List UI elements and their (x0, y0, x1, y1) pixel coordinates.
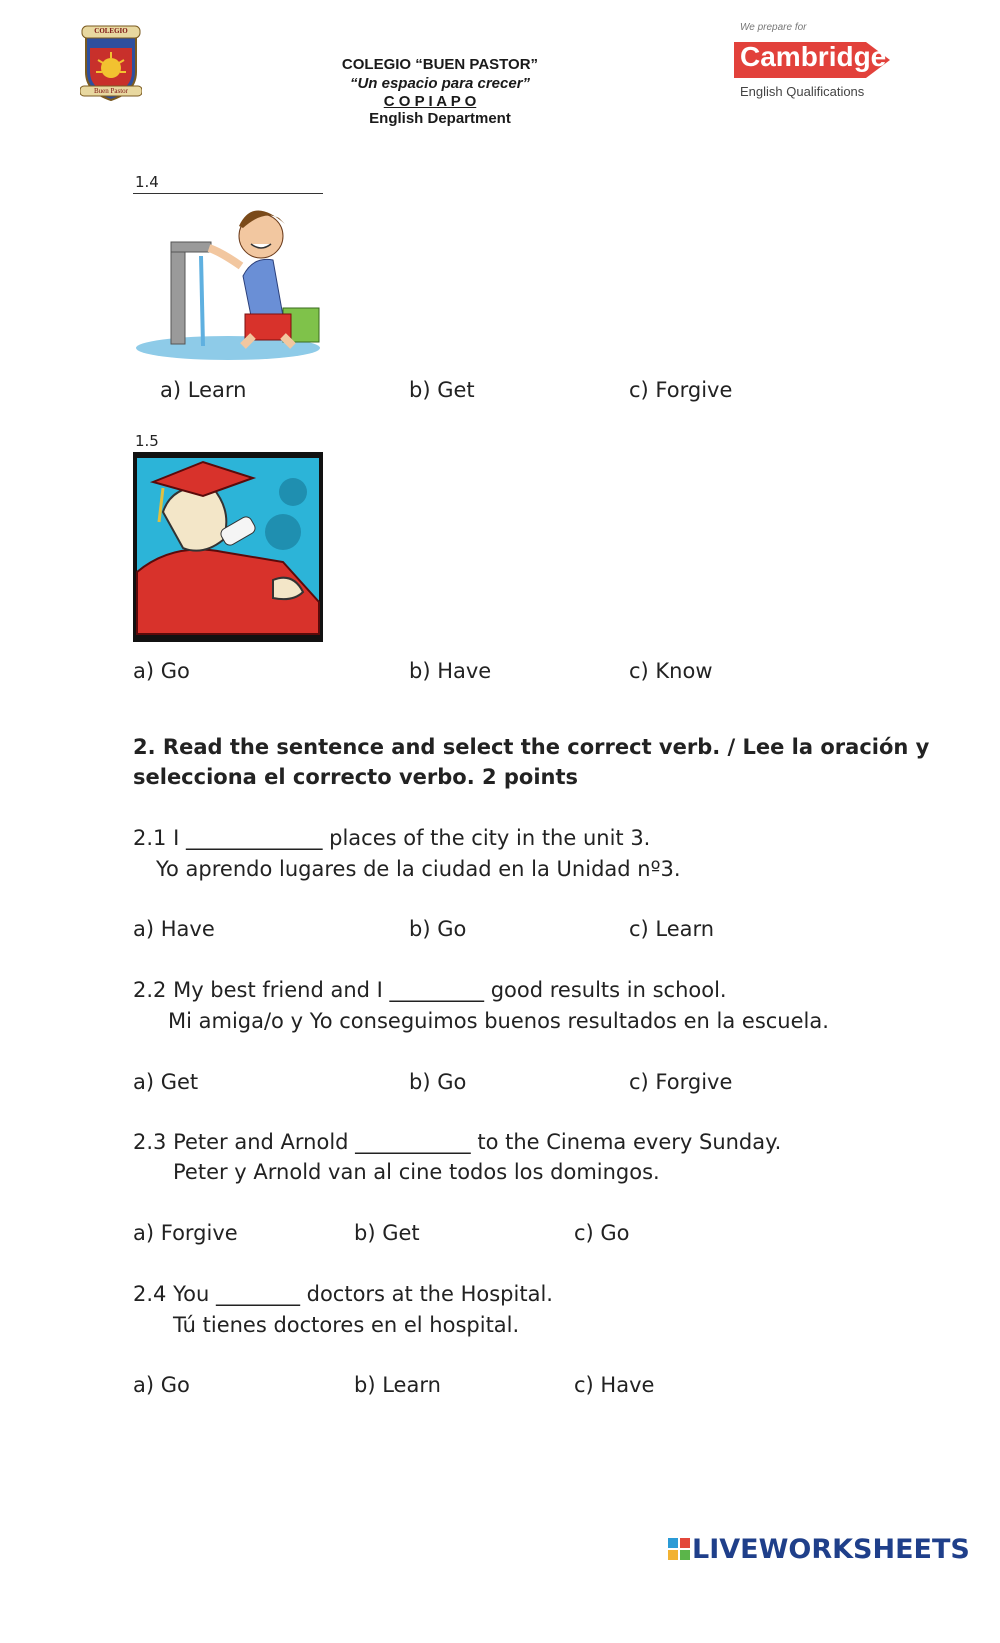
item-rule-1-4 (133, 193, 323, 194)
question-2-2-sentence: 2.2 My best friend and I _________ good results in school. (133, 978, 727, 1002)
item-number-1-5: 1.5 (135, 432, 159, 450)
question-2-4-option-b[interactable]: b) Learn (354, 1373, 441, 1397)
school-motto: “Un espacio para crecer” (349, 75, 531, 92)
department-name: English Department (369, 110, 511, 127)
question-2-4-option-c[interactable]: c) Have (574, 1373, 655, 1397)
crest-bottom-text: Buen Pastor (93, 87, 129, 95)
question-2-4-translation: Tú tienes doctores en el hospital. (173, 1313, 520, 1337)
question-2-2-option-a[interactable]: a) Get (133, 1070, 199, 1094)
question-2-3-option-a[interactable]: a) Forgive (133, 1221, 238, 1245)
cambridge-logo (734, 22, 894, 104)
item-number-1-4: 1.4 (135, 173, 159, 191)
graduate-diploma-image (133, 452, 323, 642)
question-2-1-translation: Yo aprendo lugares de la ciudad en la Unidad nº3. (156, 857, 681, 881)
question-2-2-option-c[interactable]: c) Forgive (629, 1070, 733, 1094)
cambridge-sub-text: English Qualifications (740, 84, 865, 99)
liveworksheets-logo[interactable] (668, 1532, 968, 1566)
section-2-title-line-2: selecciona el correcto verbo. 2 points (133, 765, 579, 789)
question-2-1-option-a[interactable]: a) Have (133, 917, 215, 941)
item-1-4-option-a[interactable]: a) Learn (160, 378, 247, 402)
school-city: C O P I A P O (383, 93, 477, 110)
question-2-3-sentence: 2.3 Peter and Arnold ___________ to the Cinema every Sunday. (133, 1130, 782, 1154)
question-2-1-option-b[interactable]: b) Go (409, 917, 467, 941)
item-1-5-option-a[interactable]: a) Go (133, 659, 190, 683)
question-2-2-option-b[interactable]: b) Go (409, 1070, 467, 1094)
school-crest (80, 22, 142, 102)
question-2-4-sentence: 2.4 You ________ doctors at the Hospital. (133, 1282, 553, 1306)
question-2-1-sentence: 2.1 I _____________ places of the city in the unit 3. (133, 826, 651, 850)
item-1-5-option-c[interactable]: c) Know (629, 659, 713, 683)
question-2-3-option-b[interactable]: b) Get (354, 1221, 420, 1245)
liveworksheets-text: LIVEWORKSHEETS (692, 1534, 970, 1565)
item-1-4-option-b[interactable]: b) Get (409, 378, 475, 402)
question-2-4-option-a[interactable]: a) Go (133, 1373, 190, 1397)
cambridge-brand-text: Cambridge (740, 41, 887, 72)
question-2-3-option-c[interactable]: c) Go (574, 1221, 630, 1245)
liveworksheets-icon (668, 1538, 690, 1560)
item-1-5-option-b[interactable]: b) Have (409, 659, 492, 683)
school-name: COLEGIO “BUEN PASTOR” (341, 56, 539, 73)
boy-water-tap-image (133, 196, 323, 372)
section-2-title-line-1: 2. Read the sentence and select the correct verb. / Lee la oración y (133, 735, 930, 759)
item-1-4-option-c[interactable]: c) Forgive (629, 378, 733, 402)
cambridge-prepare-text: We prepare for (740, 22, 807, 33)
question-2-2-translation: Mi amiga/o y Yo conseguimos buenos resultados en la escuela. (168, 1009, 829, 1033)
question-2-1-option-c[interactable]: c) Learn (629, 917, 715, 941)
crest-top-text: COLEGIO (94, 27, 128, 35)
question-2-3-translation: Peter y Arnold van al cine todos los domingos. (173, 1160, 660, 1184)
